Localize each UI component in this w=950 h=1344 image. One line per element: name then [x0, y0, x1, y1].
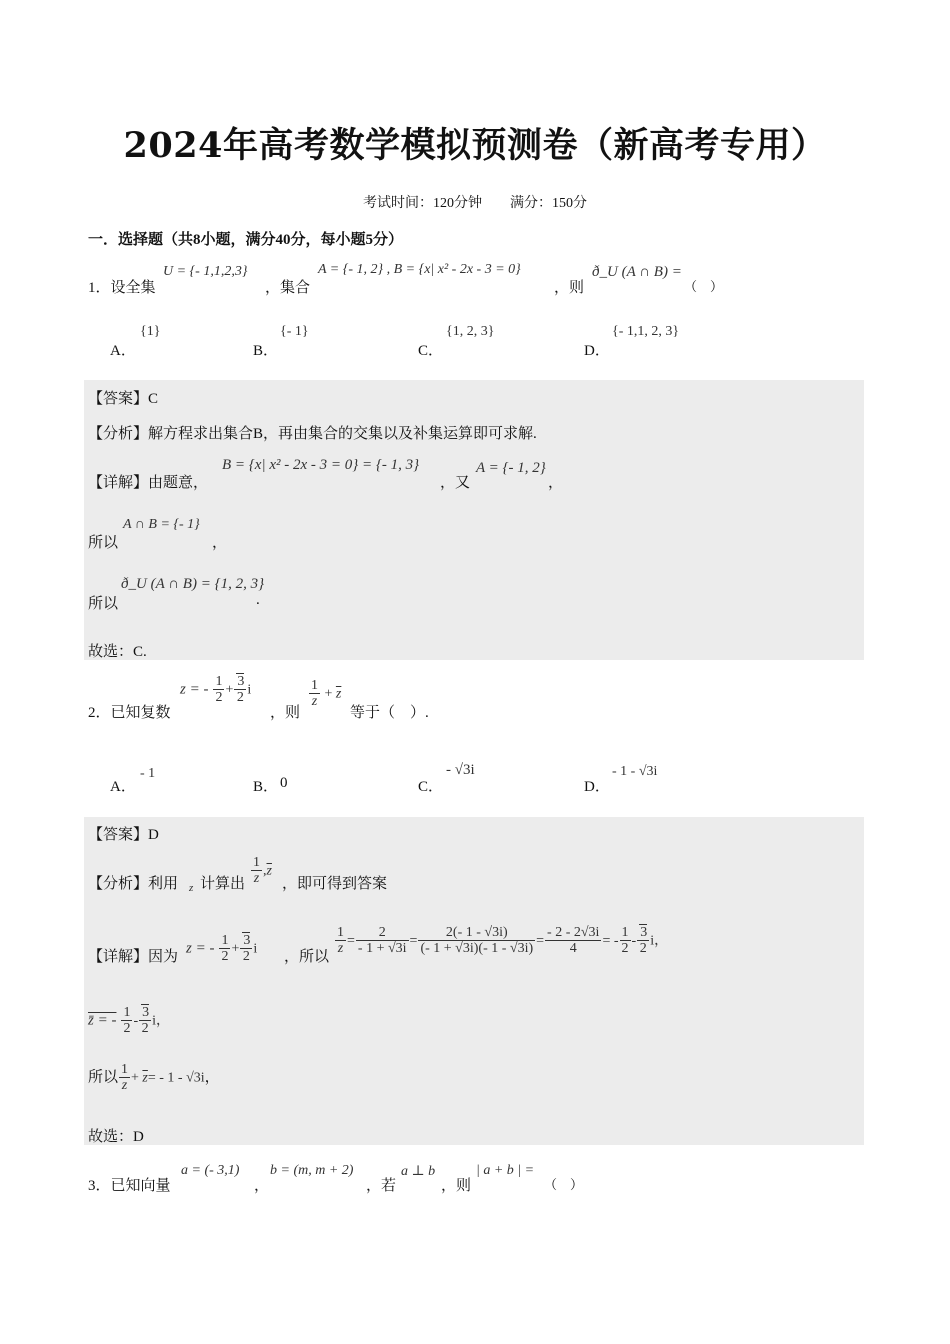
q1-stem-a: 1．设全集 — [88, 280, 156, 296]
q1-answer: 【答案】C — [88, 391, 159, 407]
q2-sum-prefix: 所以 — [88, 1069, 119, 1086]
q2-detail-z: z = - $\frac{1}{2}$ + $\frac{3}{2}$ i — [186, 933, 258, 965]
q2-frac1-den: - 1 + √3i — [357, 941, 407, 957]
q1-paren: （ ） — [684, 279, 724, 294]
q1-choose: 故选：C. — [88, 644, 147, 660]
q1-option-d-value: {- 1,1, 2, 3} — [612, 324, 680, 339]
q1-detail-comma: ， — [548, 475, 564, 491]
q2-option-c-label: C． — [418, 779, 444, 795]
q1-option-a-value: {1} — [140, 324, 161, 339]
q2-zbar-line: z̄ = - $\frac{1}{2}$ - $\frac{3}{2}$ i， — [88, 1005, 171, 1037]
q2-frac2-num: 2(- 1 - √3i) — [418, 925, 535, 941]
q2-analysis-b: 计算出 — [200, 876, 246, 892]
q1-option-c-value: {1, 2, 3} — [446, 324, 495, 339]
q1-stem-b: ，集合 — [265, 280, 311, 296]
q1-line3-expr: ð_U (A ∩ B) = {1, 2, 3} — [121, 576, 265, 592]
exam-meta: 考试时间：120分钟 满分：150分 — [363, 196, 587, 211]
q2-target-expr: $\frac{1}{z}$ + $\overline{z}$ — [311, 678, 342, 710]
q1-detail-label: 【详解】由题意， — [88, 475, 209, 491]
q2-analysis-expr: $\frac{1}{z}$ $,\overline{z}$ — [253, 855, 272, 887]
q1-option-c-label: C． — [418, 343, 444, 359]
q1-stem-c: ，则 — [554, 280, 585, 296]
q3-stem-b: ，若 — [366, 1178, 397, 1194]
q1-option-a-label: A． — [110, 343, 136, 359]
q2-stem-c: 等于（ ）. — [350, 705, 429, 721]
q1-option-b-value: {- 1} — [280, 324, 309, 339]
q2-zbar-tail: i， — [152, 1013, 171, 1029]
q1-detail-expr: B = {x| x² - 2x - 3 = 0} = {- 1, 3} — [222, 457, 420, 473]
q2-option-a-label: A． — [110, 779, 136, 795]
q2-analysis-a: 【分析】利用 — [88, 876, 179, 892]
q1-set-ab: A = {- 1, 2} , B = {x| x² - 2x - 3 = 0} — [318, 262, 521, 277]
q2-zbar-prefix: z̄ = - — [88, 1012, 117, 1029]
q2-detail-z-prefix: z = - — [186, 940, 215, 957]
q3-perp: a ⊥ b — [401, 1164, 436, 1179]
q1-line2-prefix: 所以 — [88, 535, 119, 551]
q2-detail-b: ，所以 — [284, 949, 330, 965]
q2-stem-b: ，则 — [270, 705, 301, 721]
q2-z-def: z = - $\frac{1}{2}$ + $\frac{3}{2}$ i — [180, 674, 252, 706]
q2-z-def-prefix: z = - — [180, 681, 209, 698]
q3-vector-a: a = (- 3,1) — [181, 1163, 240, 1178]
q3-vector-b: b = (m, m + 2) — [270, 1163, 354, 1178]
q2-option-a-value: - 1 — [140, 766, 156, 781]
q1-detail-a: A = {- 1, 2} — [476, 460, 546, 476]
q2-frac3-den: 4 — [569, 941, 577, 957]
q2-option-d-label: D． — [584, 779, 610, 795]
q2-option-b-label: B． — [253, 779, 279, 795]
q2-solution-box — [84, 817, 864, 1145]
q3-stem-a: 3．已知向量 — [88, 1178, 171, 1194]
q3-norm: | a + b | = — [476, 1163, 535, 1178]
section-heading: 一．选择题（共8小题，满分40分，每小题5分） — [88, 232, 404, 248]
q2-option-b-value: 0 — [280, 775, 288, 791]
q2-stem-a: 2．已知复数 — [88, 705, 171, 721]
q2-sum-line: 所以 $\frac{1}{z}$ + $\overline{z}= - 1 - √3i$， — [88, 1062, 220, 1094]
q3-comma: ， — [254, 1178, 270, 1194]
q1-line2-expr: A ∩ B = {- 1} — [123, 517, 200, 532]
q2-analysis-z: z — [189, 882, 194, 894]
q1-line3-tail: . — [256, 592, 260, 608]
q1-line2-tail: ， — [212, 535, 228, 551]
q2-sum-expr: = - 1 - √3i — [147, 1070, 205, 1086]
q2-detail-chain: $\frac{1}{z}$ = $\frac{2}{- 1 + √3i}$ = $\frac{2(- 1 - √3i)}{(- 1 + √3i)(- 1 - √3i)}$ = $\frac{- 2 - 2√3i}{4}$ = - $\frac{1}{2}$ - $\frac{3}{2}$ i， — [337, 925, 669, 957]
q2-option-c-value: - √3i — [446, 762, 475, 778]
q1-set-u: U = {- 1,1,2,3} — [163, 264, 248, 279]
q2-option-d-value: - 1 - √3i — [612, 764, 658, 779]
q2-frac3-num: - 2 - 2√3i — [547, 925, 600, 940]
q2-frac2-den: (- 1 + √3i)(- 1 - √3i) — [420, 941, 534, 957]
q2-frac1-num: 2 — [356, 925, 409, 941]
q1-analysis: 【分析】解方程求出集合B，再由集合的交集以及补集运算即可求解. — [88, 426, 537, 442]
page-title: 2024年高考数学模拟预测卷（新高考专用） — [123, 125, 827, 166]
q1-detail-again: ，又 — [440, 475, 471, 491]
q1-expr: ð_U (A ∩ B) = — [592, 264, 682, 280]
q1-line3-prefix: 所以 — [88, 596, 119, 612]
q2-detail-a: 【详解】因为 — [88, 949, 179, 965]
q3-stem-c: ，则 — [441, 1178, 472, 1194]
q1-option-b-label: B． — [253, 343, 279, 359]
q2-analysis-c: ，即可得到答案 — [282, 876, 388, 892]
q3-paren: （ ） — [544, 1177, 584, 1192]
q2-sum-tail: ， — [204, 1069, 220, 1086]
q2-answer: 【答案】D — [88, 827, 159, 843]
q2-choose: 故选：D — [88, 1129, 144, 1145]
q1-option-d-label: D． — [584, 343, 610, 359]
